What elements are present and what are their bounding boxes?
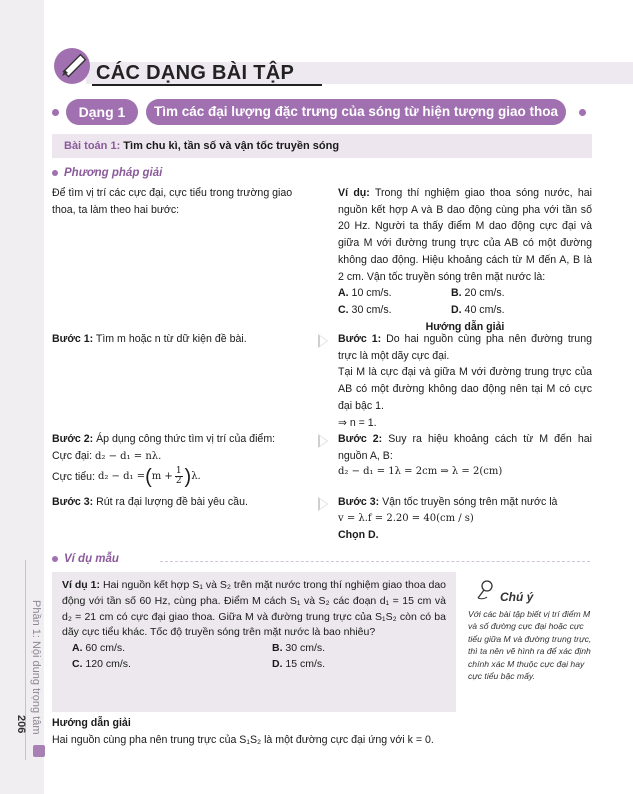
vd-option-a: A. 60 cm/s. [72, 642, 126, 654]
guide-heading: Hướng dẫn giải [425, 320, 505, 333]
option-c: C. 30 cm/s. [338, 304, 392, 317]
phuong-phap-heading [52, 165, 162, 183]
bai-toan-label: Bài toán 1: [64, 140, 121, 152]
option-b: B. 20 cm/s. [451, 287, 505, 300]
vi-du-mau-heading [52, 551, 119, 569]
step3-right: Bước 3: Vận tốc truyền sóng trên mặt nước là v = λ.f = 2.20 = 40(cm / s) Chọn D. [338, 494, 592, 543]
method-example [338, 185, 592, 336]
step2-right-formula: d₂ − d₁ = 1λ = 2cm ⇒ λ = 2(cm) [338, 466, 503, 478]
arrow-icon [318, 334, 328, 348]
vd-text: Hai nguồn kết hợp S₁ và S₂ trên mặt nước trong thí nghiệm giao thoa dao động với tần số 60 Hz, cùng pha. Điểm M cách S₁ và S₂ các đoạn d₁ = 15 cm và d₂ = 21 cm có cực đại giao thoa. Giữa M và đường trung trực của S₁S₂ còn có ba dãy cực tiểu khác. Tốc độ truyền sóng trên mặt nước là bao nhiêu? [62, 579, 447, 639]
vd-option-c: C. 120 cm/s. [72, 657, 131, 670]
step1-right-result: ⇒ n = 1. [338, 416, 377, 429]
bai-toan-bar [52, 134, 592, 158]
page-number: 206 [15, 715, 27, 734]
example-box [52, 572, 456, 712]
heading-divider [160, 561, 590, 562]
note-title: Chú ý [500, 590, 534, 604]
example-label: Ví dụ: [338, 187, 370, 199]
vd-label: Ví dụ 1: [62, 579, 100, 591]
note-text: Với các bài tập biết vị trí điểm M và số đường cực đại hoặc cực tiểu giữa M và đường trung trực, thì ta nên vẽ hình ra để xác định chính xác M thuộc cực đại hay cực tiểu bậc mấy. [468, 609, 592, 682]
option-d: D. 40 cm/s. [451, 304, 505, 317]
banner-dot-right [579, 109, 586, 116]
vd-guide [52, 715, 456, 748]
arrow-icon [318, 497, 328, 511]
arrow-icon [318, 434, 328, 448]
step3-left: Bước 3: Rút ra đại lượng đề bài yêu cầu. [52, 496, 248, 508]
step1-right-detail: Tại M là cực đại và giữa M với đường trung trực của AB có một đường không dao động nên tại M có cực đại bậc 1. [338, 366, 592, 412]
vi-du-mau-heading-text: Ví dụ mẫu [64, 553, 119, 565]
method-intro: Để tìm vị trí các cực đại, cực tiểu trong trường giao thoa, ta làm theo hai bước: [52, 187, 293, 216]
pencil-icon [54, 48, 90, 84]
bullet-dot [52, 556, 58, 562]
answer-text: Chọn D. [338, 528, 379, 541]
step1-right: Bước 1: Do hai nguồn cùng pha nên đường trung trực là một dãy cực đại. Tại M là cực đại và giữa M với đường trung trực của AB có một đường không dao động nên tại M có cực đại bậc 1. ⇒ n = 1. [338, 331, 592, 431]
banner-dot-left [52, 109, 59, 116]
dang-label: Dạng 1 [66, 99, 138, 125]
dang-title: Tìm các đại lượng đặc trưng của sóng từ hiện tượng giao thoa [146, 99, 566, 125]
step3-right-formula: v = λ.f = 2.20 = 40(cm / s) [338, 512, 474, 524]
vd-guide-heading: Hướng dẫn giải [52, 717, 131, 729]
bullet-dot [52, 170, 58, 176]
pushpin-icon [474, 578, 498, 602]
step1-left: Bước 1: Tìm m hoặc n từ dữ kiện đề bài. [52, 333, 247, 345]
phuong-phap-heading-text: Phương pháp giải [64, 167, 163, 179]
vd-options [62, 641, 446, 673]
vd-option-b: B. 30 cm/s. [272, 642, 326, 654]
bai-toan-title: Tìm chu kì, tần số và vận tốc truyền sóng [123, 140, 340, 152]
page-title: CÁC DẠNG BÀI TẬP [96, 62, 295, 84]
option-a: A. 10 cm/s. [338, 287, 392, 300]
step2-right: Bước 2: Suy ra hiệu khoảng cách từ M đến hai nguồn A, B: d₂ − d₁ = 1λ = 2cm ⇒ λ = 2(cm) [338, 431, 592, 480]
vd-guide-text: Hai nguồn cùng pha nên trung trực của S₁S₂ là một đường cực đại ứng với k = 0. [52, 733, 434, 746]
title-underline [92, 84, 322, 86]
side-section-label: Phần 1: Nội dung trọng tâm [30, 600, 42, 735]
step2-left: Bước 2: Áp dụng công thức tìm vị trí của điểm: Cực đại: d₂ − d₁ = nλ. Cực tiểu: d₂ − d₁ = ( m + $\frac{1}{2}$ ) λ. [52, 433, 276, 488]
section-header [52, 48, 633, 88]
dang-banner [52, 99, 592, 125]
page-marker [33, 745, 45, 757]
example-text: Trong thí nghiệm giao thoa sóng nước, hai nguồn kết hợp A và B dao động cùng pha với tần số 20 Hz. Người ta thấy điểm M dao động cực đại và giữa M với đường trung trực của AB có một đường không dao động. Hiệu khoảng cách từ M đến A, B là 2 cm. Vận tốc truyền sóng trên mặt nước là: [338, 187, 592, 283]
vd-option-d: D. 15 cm/s. [272, 657, 326, 670]
example-options [338, 285, 592, 318]
